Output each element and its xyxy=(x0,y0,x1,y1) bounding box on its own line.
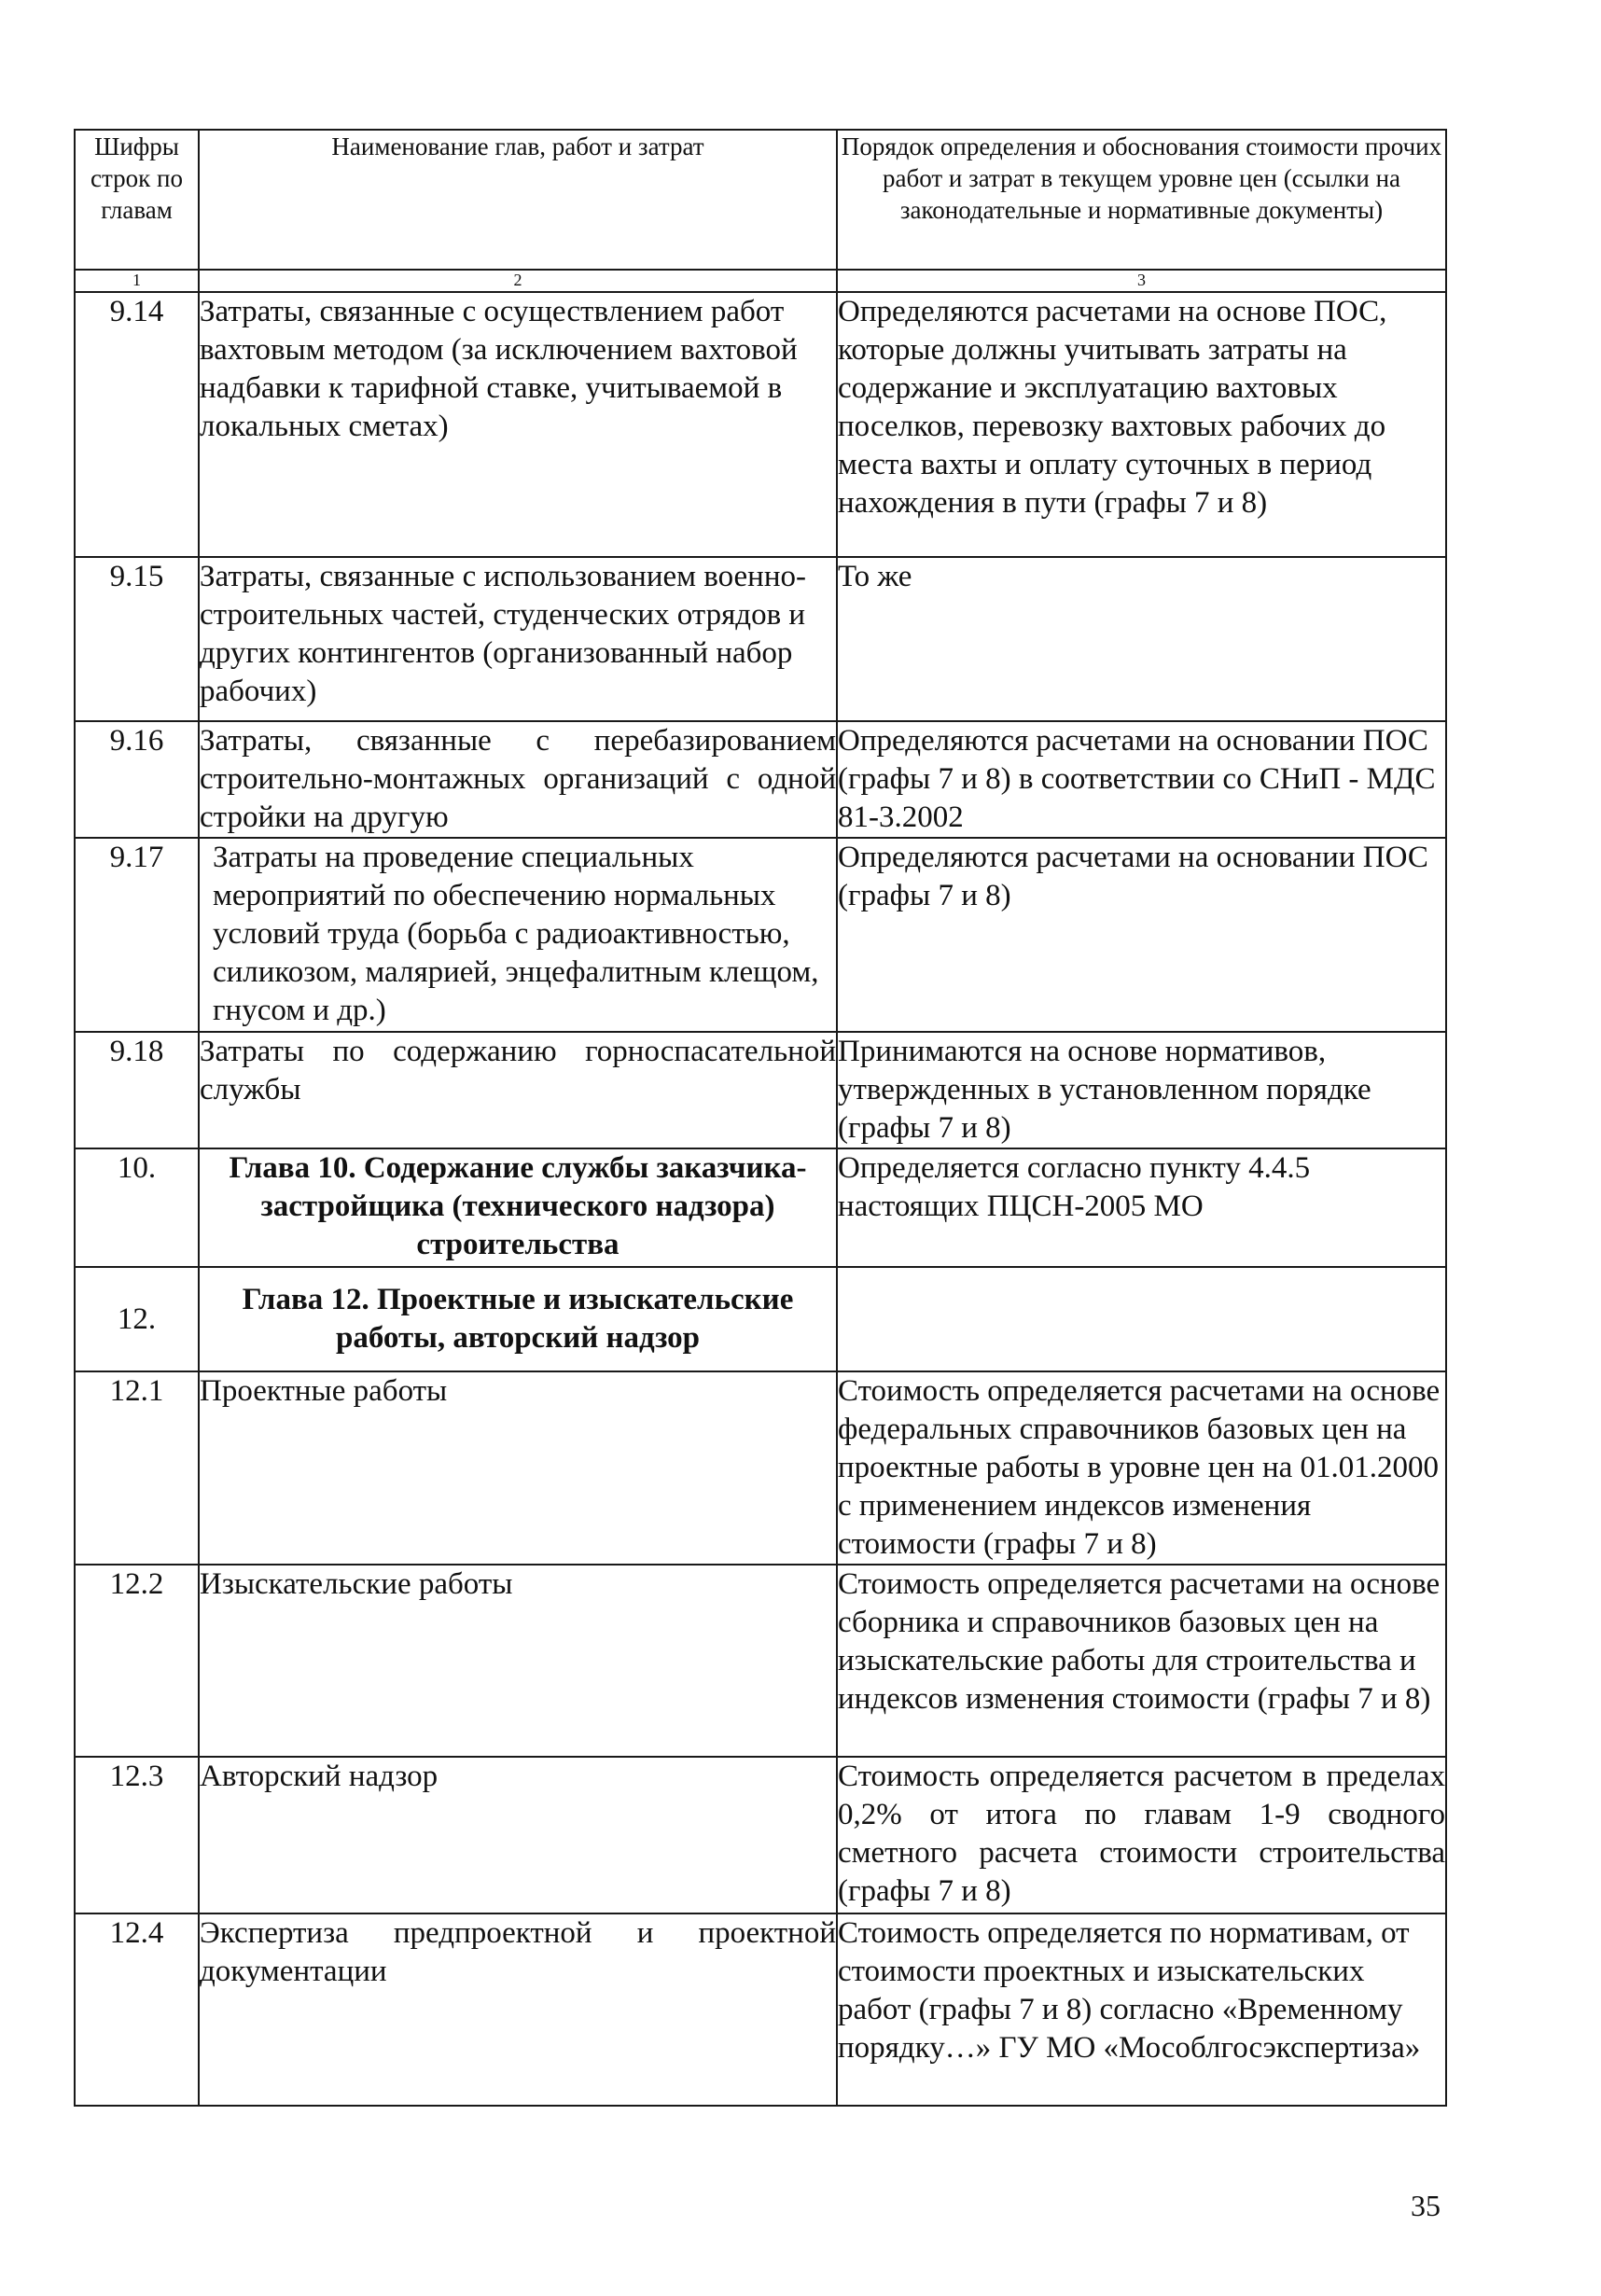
row-code: 12.3 xyxy=(75,1757,199,1913)
header-description: Порядок определения и обоснования стоимости прочих работ и затрат в текущем уровне цен (ссылки на законодательные и нормативные документы) xyxy=(837,130,1446,270)
row-name: Затраты, связанные с перебазированием строительно-монтажных организаций с одной стройки на другую xyxy=(199,721,837,838)
row-description: Стоимость определяется расчетами на основе сборника и справочников базовых цен на изыскательские работы для строительства и индексов изменения стоимости (графы 7 и 8) xyxy=(837,1565,1446,1757)
table-row xyxy=(75,1267,1446,1371)
row-description: Определяются расчетами на основании ПОС (графы 7 и 8) в соответствии со СНиП - МДС 81-3.2002 xyxy=(837,721,1446,838)
column-number-row xyxy=(75,270,1446,292)
row-description: То же xyxy=(837,557,1446,721)
column-number: 3 xyxy=(837,270,1446,292)
page-number: 35 xyxy=(1411,2189,1441,2222)
row-description: Стоимость определяется по нормативам, от стоимости проектных и изыскательских работ (графы 7 и 8) согласно «Временному порядку…» ГУ МО «Мособлгосэкспертиза» xyxy=(837,1913,1446,2106)
table-row xyxy=(75,557,1446,721)
chapter-title: Глава 10. Содержание службы заказчика-застройщика (технического надзора) строительства xyxy=(199,1148,837,1267)
row-name: Изыскательские работы xyxy=(199,1565,837,1757)
row-description xyxy=(837,1267,1446,1371)
table-row xyxy=(75,1565,1446,1757)
table-row xyxy=(75,1032,1446,1148)
row-description: Стоимость определяется расчетами на основе федеральных справочников базовых цен на проектные работы в уровне цен на 01.01.2000 с применением индексов изменения стоимости (графы 7 и 8) xyxy=(837,1371,1446,1565)
row-code: 12.4 xyxy=(75,1913,199,2106)
table-row xyxy=(75,1913,1446,2106)
header-name: Наименование глав, работ и затрат xyxy=(199,130,837,270)
row-code: 12.2 xyxy=(75,1565,199,1757)
row-description: Стоимость определяется расчетом в пределах 0,2% от итога по главам 1-9 сводного сметного расчета стоимости строительства (графы 7 и 8) xyxy=(837,1757,1446,1913)
row-name: Экспертиза предпроектной и проектной документации xyxy=(199,1913,837,2106)
document-page xyxy=(74,129,1445,2107)
row-code: 9.16 xyxy=(75,721,199,838)
row-name: Затраты, связанные с использованием военно-строительных частей, студенческих отрядов и других контингентов (организованный набор рабочих) xyxy=(199,557,837,721)
row-description: Определяются расчетами на основе ПОС, которые должны учитывать затраты на содержание и эксплуатацию вахтовых поселков, перевозку вахтовых рабочих до места вахты и оплату суточных в период нахождения в пути (графы 7 и 8) xyxy=(837,292,1446,557)
table-row xyxy=(75,1371,1446,1565)
table-row xyxy=(75,1148,1446,1267)
header-code: Шифры строк по главам xyxy=(75,130,199,270)
row-description: Определяется согласно пункту 4.4.5 настоящих ПЦСН-2005 МО xyxy=(837,1148,1446,1267)
row-code: 9.17 xyxy=(75,838,199,1032)
table-row xyxy=(75,838,1446,1032)
table-row xyxy=(75,1757,1446,1913)
row-name: Затраты на проведение специальных мероприятий по обеспечению нормальных условий труда (борьба с радиоактивностью, силикозом, малярией, энцефалитным клещом, гнусом и др.) xyxy=(199,838,837,1032)
table-header-row xyxy=(75,130,1446,270)
row-code: 12. xyxy=(75,1267,199,1371)
column-number: 2 xyxy=(199,270,837,292)
cost-table xyxy=(74,129,1447,2107)
row-name: Затраты по содержанию горноспасательной службы xyxy=(199,1032,837,1148)
row-code: 10. xyxy=(75,1148,199,1267)
row-description: Определяются расчетами на основании ПОС (графы 7 и 8) xyxy=(837,838,1446,1032)
row-code: 9.18 xyxy=(75,1032,199,1148)
chapter-title: Глава 12. Проектные и изыскательские работы, авторский надзор xyxy=(199,1267,837,1371)
table-row xyxy=(75,721,1446,838)
column-number: 1 xyxy=(75,270,199,292)
row-name: Авторский надзор xyxy=(199,1757,837,1913)
table-row xyxy=(75,292,1446,557)
row-code: 9.15 xyxy=(75,557,199,721)
row-code: 12.1 xyxy=(75,1371,199,1565)
row-description: Принимаются на основе нормативов, утвержденных в установленном порядке (графы 7 и 8) xyxy=(837,1032,1446,1148)
row-name: Затраты, связанные с осуществлением работ вахтовым методом (за исключением вахтовой надбавки к тарифной ставке, учитываемой в локальных сметах) xyxy=(199,292,837,557)
row-name: Проектные работы xyxy=(199,1371,837,1565)
row-code: 9.14 xyxy=(75,292,199,557)
